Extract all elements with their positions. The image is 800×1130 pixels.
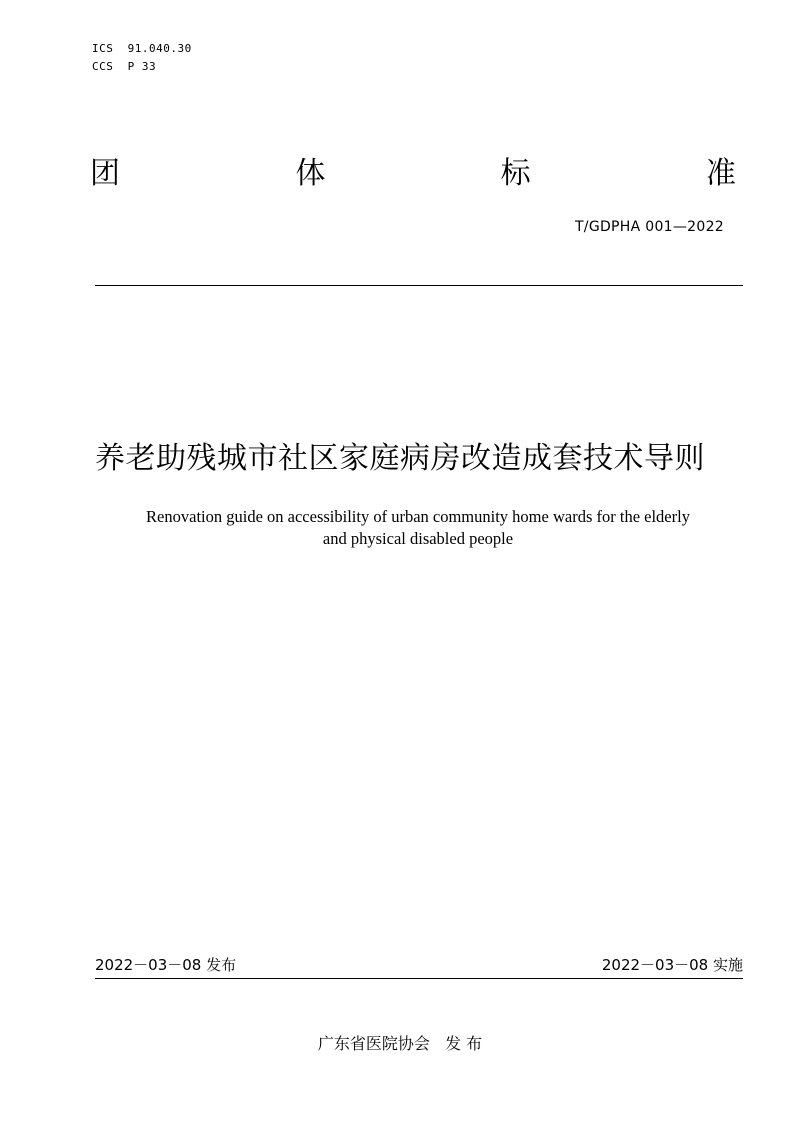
implementation-date: 2022－03－08 实施 — [601, 956, 743, 974]
standard-type-heading — [90, 152, 736, 196]
publisher: 广东省医院协会 发 布 — [317, 1034, 483, 1053]
header-divider — [95, 285, 743, 286]
date-row — [95, 953, 743, 977]
standard-type-char-4: 准 — [705, 156, 736, 191]
standard-type-char-2: 体 — [295, 156, 326, 191]
footer-divider — [95, 978, 743, 979]
ics-code: ICS 91.040.30 — [92, 42, 192, 55]
document-title-english — [90, 506, 746, 550]
standard-type-char-3: 标 — [500, 156, 531, 191]
classification-codes — [92, 40, 192, 76]
english-title-line-2: and physical disabled people — [322, 529, 514, 548]
issue-date: 2022－03－08 发布 — [95, 956, 237, 974]
standard-type-char-1: 团 — [90, 156, 120, 191]
ccs-code: CCS P 33 — [92, 60, 157, 73]
standard-number: T/GDPHA 001—2022 — [574, 219, 724, 235]
document-title-chinese: 养老助残城市社区家庭病房改造成套技术导则 — [95, 441, 705, 476]
english-title-line-1: Renovation guide on accessibility of urban community home wards for the elderly — [146, 507, 690, 526]
